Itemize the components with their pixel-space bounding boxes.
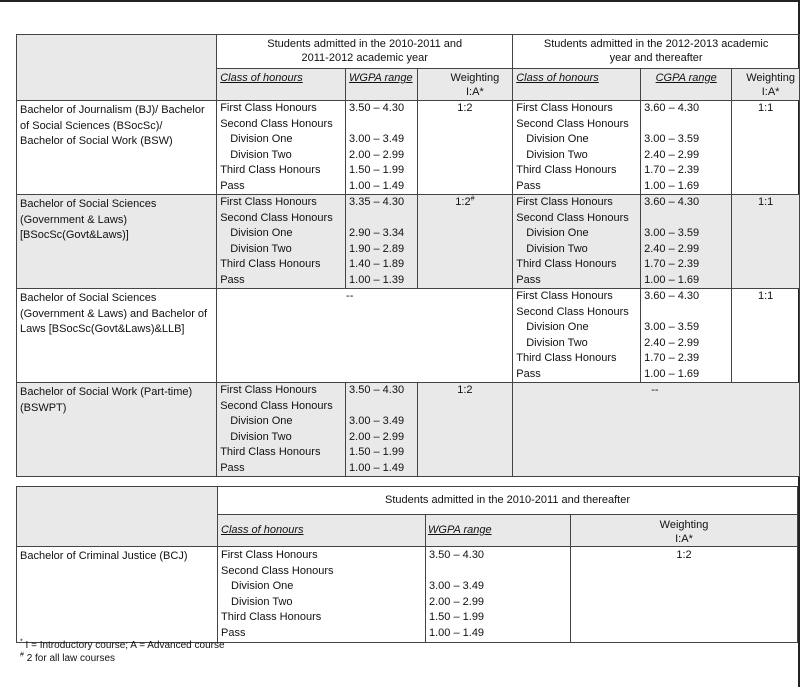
range-value: 2.00 – 2.99 xyxy=(349,148,405,161)
class-label: First Class Honours xyxy=(516,196,613,208)
range-value: 3.50 – 4.30 xyxy=(429,549,485,561)
class-list xyxy=(217,195,346,289)
range-value: 3.00 – 3.49 xyxy=(429,580,485,592)
weighting-value xyxy=(417,383,513,477)
weighting-text: 1:2 xyxy=(455,196,471,208)
range-list xyxy=(426,547,571,643)
range-value: 2.40 – 2.99 xyxy=(644,242,700,255)
range-list xyxy=(346,383,417,477)
weighting-value xyxy=(732,289,800,383)
weighting-text: 1:2 xyxy=(457,102,473,114)
class-label: First Class Honours xyxy=(516,102,613,114)
range-value: 1.00 – 1.49 xyxy=(349,179,405,192)
range-value: 3.50 – 4.30 xyxy=(349,102,405,114)
footnote-2 xyxy=(20,653,225,666)
class-label: Division One xyxy=(230,133,293,145)
class-label: First Class Honours xyxy=(221,549,318,561)
group-header: Students admitted in the 2010-2011 and thereafter xyxy=(218,487,798,515)
table-row xyxy=(17,547,798,643)
col-weighting: Weighting I:A* xyxy=(571,515,798,547)
range-value: 1.40 – 1.89 xyxy=(349,258,405,270)
range-value: 1.00 – 1.39 xyxy=(349,273,405,286)
range-value: 3.00 – 3.59 xyxy=(644,321,700,333)
weighting-value xyxy=(732,195,800,289)
range-value: 1.50 – 1.99 xyxy=(349,164,405,176)
class-label: Division Two xyxy=(526,242,588,255)
class-label: First Class Honours xyxy=(220,102,317,114)
class-label: Division One xyxy=(526,227,589,239)
class-label: Pass xyxy=(220,461,245,474)
class-label: Third Class Honours xyxy=(516,258,617,270)
footnote-mark: * xyxy=(20,638,23,646)
class-label: Pass xyxy=(220,273,245,286)
class-label: Division Two xyxy=(230,242,292,255)
range-value: 1.00 – 1.69 xyxy=(644,179,700,192)
honours-table-1 xyxy=(16,34,800,477)
range-list xyxy=(641,101,732,195)
range-value: 3.35 – 4.30 xyxy=(349,196,405,208)
range-list xyxy=(346,101,417,195)
class-label: First Class Honours xyxy=(220,384,317,396)
class-label: Second Class Honours xyxy=(220,117,333,130)
footnote-1 xyxy=(20,640,225,653)
class-label: Division One xyxy=(230,227,293,239)
programme-name: Bachelor of Social Work (Part-time) (BSWPT) xyxy=(17,383,217,477)
dash-text: -- xyxy=(651,384,659,396)
range-value: 1.00 – 1.69 xyxy=(644,367,700,380)
class-list xyxy=(513,195,641,289)
weighting-value xyxy=(732,101,800,195)
range-value: 1.70 – 2.39 xyxy=(644,164,700,176)
class-label: Pass xyxy=(516,367,541,380)
class-label: Third Class Honours xyxy=(220,446,321,458)
weighting-value xyxy=(417,101,513,195)
range-value: 1.00 – 1.69 xyxy=(644,273,700,286)
group-header-2010: Students admitted in the 2010-2011 and 2011-2012 academic year xyxy=(217,35,513,69)
class-label: Division One xyxy=(231,580,294,592)
table-row xyxy=(17,289,800,383)
range-value: 3.60 – 4.30 xyxy=(644,196,700,208)
range-value: 1.70 – 2.39 xyxy=(644,352,700,364)
class-label: Pass xyxy=(221,626,246,639)
class-label: Division Two xyxy=(230,148,292,161)
programme-name: Bachelor of Criminal Justice (BCJ) xyxy=(17,547,218,643)
class-label: Division Two xyxy=(231,595,293,608)
class-label: Division One xyxy=(526,133,589,145)
range-value: 3.00 – 3.49 xyxy=(349,133,405,145)
range-value: 1.00 – 1.49 xyxy=(349,461,405,474)
class-label: Second Class Honours xyxy=(220,211,333,224)
programme-header-cell xyxy=(17,35,217,101)
class-label: Division Two xyxy=(526,148,588,161)
range-value: 2.00 – 2.99 xyxy=(349,430,405,443)
col-class-of-honours: Class of honours xyxy=(221,524,304,536)
footnote-mark: # xyxy=(470,195,475,203)
weighting-text: 1:1 xyxy=(757,102,774,114)
table-row xyxy=(17,383,800,477)
class-label: Division One xyxy=(230,415,293,427)
class-label: Second Class Honours xyxy=(516,305,629,318)
range-value: 1.50 – 1.99 xyxy=(429,611,485,623)
weighting-text: 1:1 xyxy=(757,196,774,208)
col-class-of-honours: Class of honours xyxy=(220,72,303,84)
col-weighting-a: Weighting I:A* xyxy=(417,69,513,101)
col-wgpa-range: WGPA range xyxy=(428,524,492,536)
range-value: 2.90 – 3.34 xyxy=(349,227,405,239)
footnote-text: 2 for all law courses xyxy=(26,652,116,664)
class-label: First Class Honours xyxy=(220,196,317,208)
weighting-value xyxy=(571,547,798,643)
class-label: Division Two xyxy=(526,336,588,349)
range-value: 3.60 – 4.30 xyxy=(644,102,700,114)
honours-table-2 xyxy=(16,486,798,643)
range-value: 3.50 – 4.30 xyxy=(349,384,405,396)
class-label: First Class Honours xyxy=(516,290,613,302)
programme-name: Bachelor of Social Sciences (Government & Laws) [BSocSc(Govt&Laws)] xyxy=(17,195,217,289)
col-class-of-honours: Class of honours xyxy=(516,72,599,84)
class-label: Second Class Honours xyxy=(221,564,334,577)
range-value: 2.40 – 2.99 xyxy=(644,336,700,349)
footnote-text: I = Introductory course; A = Advanced course xyxy=(25,640,225,651)
class-label: Second Class Honours xyxy=(516,117,629,130)
footnotes xyxy=(20,640,225,665)
class-label: Third Class Honours xyxy=(221,611,322,623)
footnote-mark: # xyxy=(20,651,24,659)
group-header-2012: Students admitted in the 2012-2013 academic year and thereafter xyxy=(513,35,800,69)
weighting-value xyxy=(417,195,513,289)
range-list xyxy=(641,195,732,289)
table-row xyxy=(17,101,800,195)
range-value: 2.40 – 2.99 xyxy=(644,148,700,161)
col-weighting-b: Weighting I:A* xyxy=(732,69,800,101)
class-label: Pass xyxy=(516,179,541,192)
header-row-group xyxy=(17,487,798,515)
not-applicable-cell xyxy=(217,289,513,383)
range-value: 1.50 – 1.99 xyxy=(349,446,405,458)
class-list xyxy=(217,101,346,195)
programme-name: Bachelor of Social Sciences (Government & Laws) and Bachelor of Laws [BSocSc(Govt&Laws)&LLB] xyxy=(17,289,217,383)
class-list xyxy=(218,547,426,643)
class-label: Division One xyxy=(526,321,589,333)
class-label: Third Class Honours xyxy=(220,164,321,176)
weighting-text: 1:2 xyxy=(676,549,692,561)
class-label: Third Class Honours xyxy=(516,164,617,176)
range-value: 3.60 – 4.30 xyxy=(644,290,700,302)
range-value: 3.00 – 3.59 xyxy=(644,227,700,239)
class-label: Pass xyxy=(220,179,245,192)
class-list xyxy=(513,101,641,195)
weighting-text: 1:2 xyxy=(457,384,473,396)
class-label: Third Class Honours xyxy=(516,352,617,364)
weighting-text: 1:1 xyxy=(757,290,774,302)
programme-name: Bachelor of Journalism (BJ)/ Bachelor of Social Sciences (BSocSc)/ Bachelor of Social Work (BSW) xyxy=(17,101,217,195)
class-list xyxy=(217,383,346,477)
table-row xyxy=(17,195,800,289)
range-list xyxy=(641,289,732,383)
range-list xyxy=(346,195,417,289)
range-value: 1.00 – 1.49 xyxy=(429,626,485,639)
top-border xyxy=(0,0,800,2)
header-row-group xyxy=(17,35,800,69)
class-label: Third Class Honours xyxy=(220,258,321,270)
col-wgpa-range: WGPA range xyxy=(349,72,413,84)
range-value: 1.90 – 2.89 xyxy=(349,242,405,255)
range-value: 3.00 – 3.59 xyxy=(644,133,700,145)
class-list xyxy=(513,289,641,383)
not-applicable-cell xyxy=(513,383,800,477)
range-value: 1.70 – 2.39 xyxy=(644,258,700,270)
range-value: 3.00 – 3.49 xyxy=(349,415,405,427)
col-cgpa-range: CGPA range xyxy=(655,72,717,84)
class-label: Division Two xyxy=(230,430,292,443)
programme-header-cell xyxy=(17,487,218,547)
dash-text: -- xyxy=(346,290,354,302)
class-label: Second Class Honours xyxy=(516,211,629,224)
class-label: Pass xyxy=(516,273,541,286)
class-label: Second Class Honours xyxy=(220,399,333,412)
range-value: 2.00 – 2.99 xyxy=(429,595,485,608)
